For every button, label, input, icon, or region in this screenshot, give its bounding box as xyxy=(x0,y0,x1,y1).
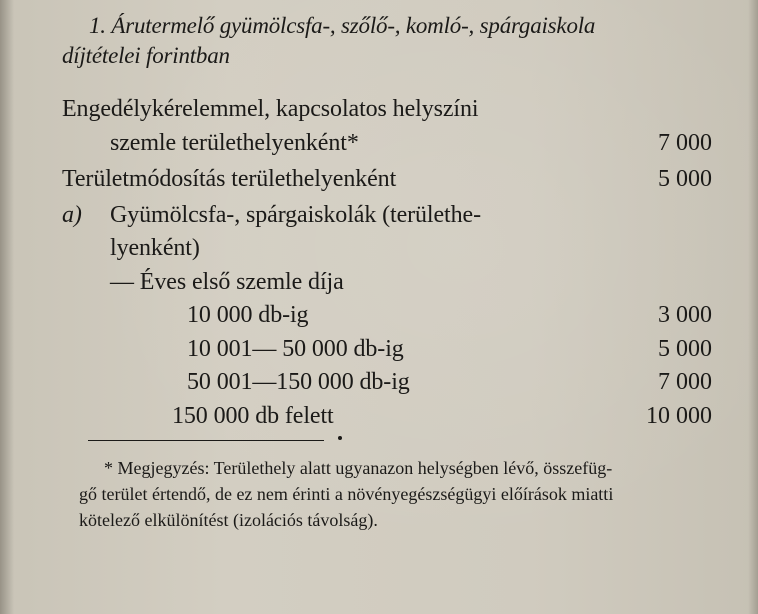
fee-row-label: szemle területhelyenként* xyxy=(110,130,359,156)
fee-row-label: Gyümölcsfa-, spárgaiskolák (területhe- xyxy=(110,202,481,228)
fee-row-value: 10 000 xyxy=(646,403,712,429)
list-marker: a) xyxy=(62,202,82,228)
fee-row-label: Engedélykérelemmel, kapcsolatos helyszíni xyxy=(62,96,479,122)
footnote-separator xyxy=(88,440,324,441)
page-edge-shadow-left xyxy=(0,0,14,614)
footnote-line-1: * Megjegyzés: Területhely alatt ugyanazon helységben lévő, összefüg- xyxy=(104,458,613,478)
fee-row-label: lyenként) xyxy=(110,235,200,261)
fee-row-value: 7 000 xyxy=(658,369,712,395)
page-edge-shadow-right xyxy=(748,0,758,614)
fee-row-label: Területmódosítás területhelyenként xyxy=(62,166,397,192)
section-heading-line-1: 1. Árutermelő gyümölcsfa-, szőlő-, komló-, spárgaiskola xyxy=(89,13,596,38)
fee-row-value: 5 000 xyxy=(658,166,712,192)
fee-row-value: 7 000 xyxy=(658,130,712,156)
print-speck xyxy=(338,436,342,440)
fee-row-label: 150 000 db felett xyxy=(172,403,334,429)
fee-row-label: 10 000 db-ig xyxy=(187,302,309,328)
fee-row-value: 3 000 xyxy=(658,302,712,328)
fee-row-value: 5 000 xyxy=(658,336,712,362)
footnote-line-2: gő terület értendő, de ez nem érinti a növényegészségügyi előírások miatti xyxy=(79,484,614,504)
fee-row-label: 10 001— 50 000 db-ig xyxy=(187,336,404,362)
fee-row-label: — Éves első szemle díja xyxy=(110,269,344,295)
footnote-line-3: kötelező elkülönítést (izolációs távolság). xyxy=(79,510,378,530)
section-heading-line-2: díjtételei forintban xyxy=(62,43,230,68)
fee-row-label: 50 001—150 000 db-ig xyxy=(187,369,410,395)
